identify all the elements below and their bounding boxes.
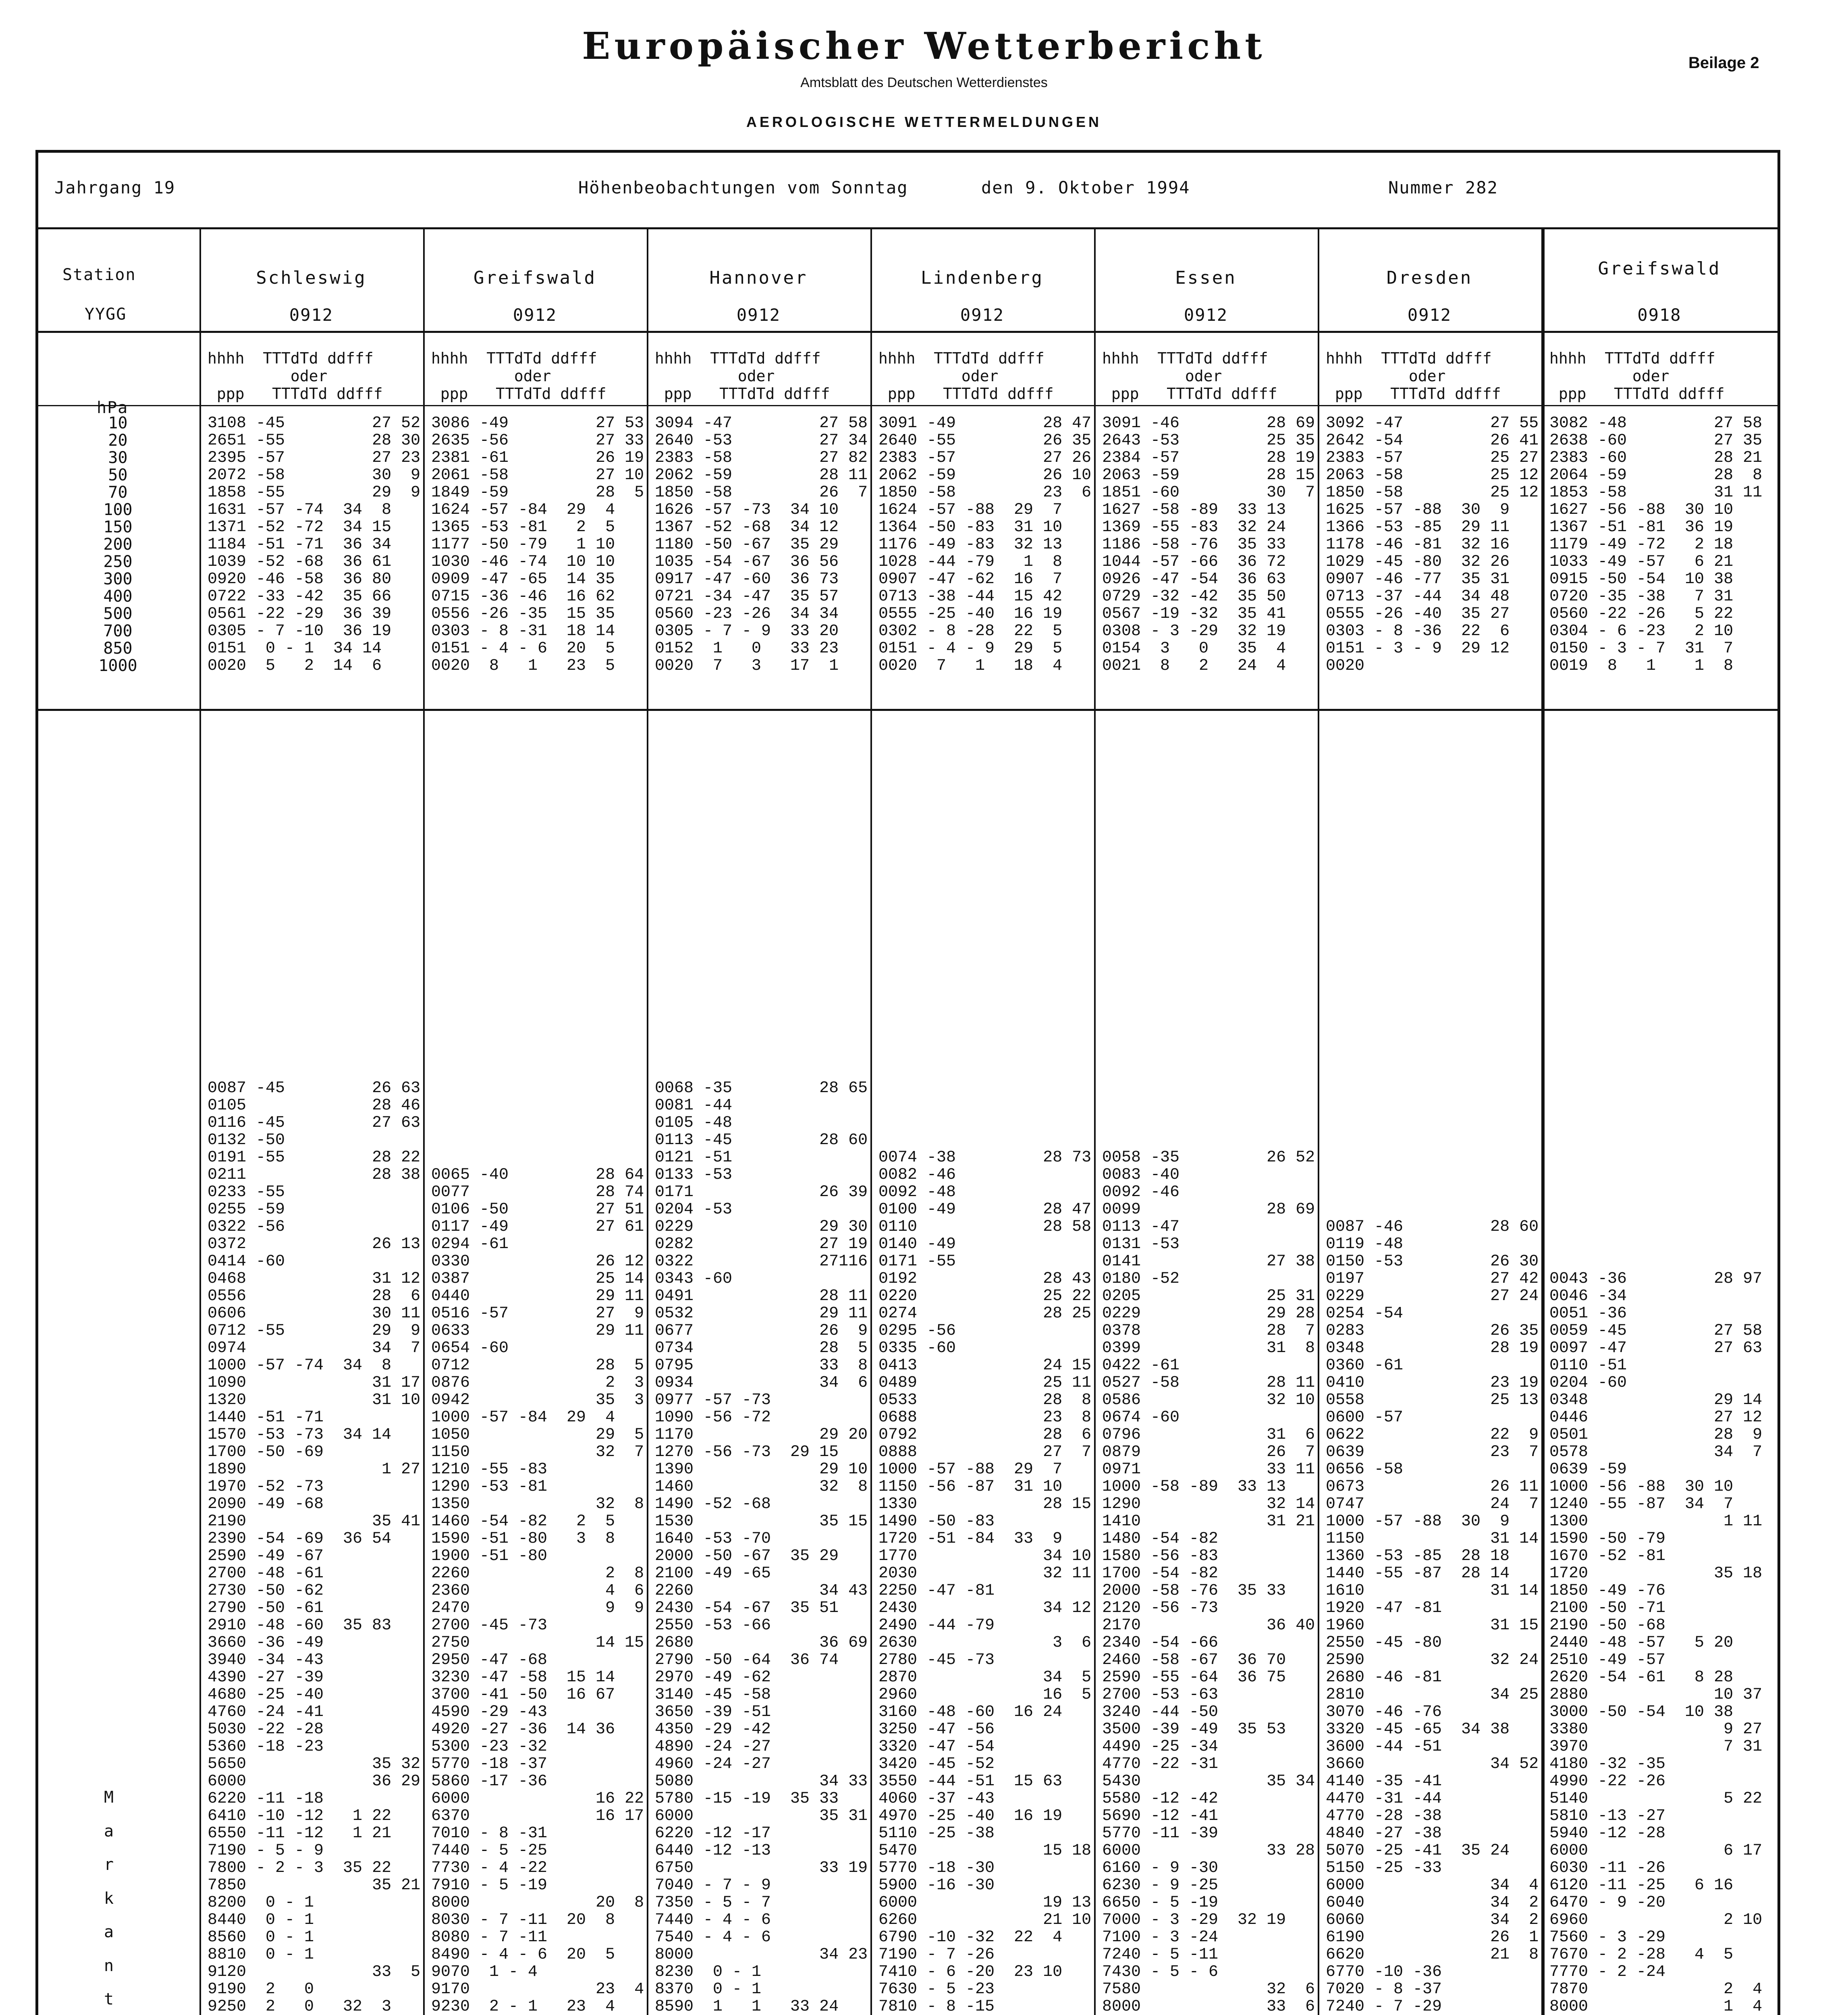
standard-levels-block: 3082 -48 27 58 2638 -60 27 35 2383 -60 28 21 2064 -59 28 8 1853 -58 31 11 1627 -56 -88 30 10 1367 -51 -81 36 19 1179 -49 -72 2 18 1033 -49 -57 6 21 0915 -50 -54 10 38 0720 -35 -38 7 31 0560 -22 -26 5 22 0304 - 6 -23 2 10 0150 - 3 - 7 31 7 0019 8 1 1 8 [1549, 414, 1763, 675]
hpa-levels: 10 20 30 50 70 100 150 200 250 300 400 500 700 850 1000 [98, 414, 137, 675]
supplement-label: Beilage 2 [1688, 54, 1759, 72]
station-yygg: 0912 [960, 305, 1005, 325]
station-yygg: 0912 [1407, 305, 1452, 325]
station-column [423, 153, 647, 2015]
significant-points-block: 0058 -35 26 52 0083 -40 0092 -46 0099 28 69 0113 -47 0131 -53 0141 27 38 0180 -52 0205 25 31 0229 29 28 0378 28 7 0399 31 8 0422 -61 0527 -58 28 11 0586 32 10 0674 -60 0796 31 6 0879 26 7 0971 33 11 1000 -58 -89 33 13 1290 32 14 1410 31 21 1480 -54 -82 1580 -56 -83 1700 -54 -82 2000 -58 -76 35 33 2120 -56 -73 2170 36 40 2340 -54 -66 2460 -58 -67 36 70 2590 -55 -64 36 75 2700 -53 -63 3240 -44 -50 3500 -39 -49 35 53 4490 -25 -34 4770 -22 -31 5430 35 34 5580 -12 -42 5690 -12 -41 5770 -11 -39 6000 33 28 6160 - 9 -30 6230 - 9 -25 6650 - 5 -19 7000 - 3 -29 32 19 7100 - 3 -24 7240 - 5 -11 7430 - 5 - 6 7580 32 6 8000 33 6 [1102, 1149, 1315, 2015]
significant-points-block: 0065 -40 28 64 0077 28 74 0106 -50 27 51 0117 -49 27 61 0294 -61 0330 26 12 0387 25 14 0440 29 11 0516 -57 27 9 0633 29 11 0654 -60 0712 28 5 0876 2 3 0942 35 3 1000 -57 -84 29 4 1050 29 5 1150 32 7 1210 -55 -83 1290 -53 -81 1350 32 8 1460 -54 -82 2 5 1590 -51 -80 3 8 1900 -51 -80 2260 2 8 2360 4 6 2470 9 9 2700 -45 -73 2750 14 15 2950 -47 -68 3230 -47 -58 15 14 3700 -41 -50 16 67 4590 -29 -43 4920 -27 -36 14 36 5300 -23 -32 5770 -18 -37 5860 -17 -36 6000 16 22 6370 16 17 7010 - 8 -31 7440 - 5 -25 7730 - 4 -22 7910 - 5 -19 8000 20 8 8030 - 7 -11 20 8 8080 - 7 -11 8490 - 4 - 6 20 5 9070 1 - 4 9170 23 4 9230 2 - 1 23 4 [431, 1166, 644, 2015]
column-header: hhhh TTTdTd ddfff oder ppp TTTdTd ddfff [1549, 349, 1725, 403]
station-yygg: 0918 [1637, 305, 1682, 325]
significant-points-block: 0087 -46 28 60 0119 -48 0150 -53 26 30 0197 27 42 0229 27 24 0254 -54 0283 26 35 0348 28 19 0360 -61 0410 23 19 0558 25 13 0600 -57 0622 22 9 0639 23 7 0656 -58 0673 26 11 0747 24 7 1000 -57 -88 30 9 1150 31 14 1360 -53 -85 28 18 1440 -55 -87 28 14 1610 31 14 1920 -47 -81 1960 31 15 2550 -45 -80 2590 32 24 2680 -46 -81 2810 34 25 3070 -46 -76 3320 -45 -65 34 38 3600 -44 -51 3660 34 52 4140 -35 -41 4470 -31 -44 4770 -28 -38 4840 -27 -38 5070 -25 -41 35 24 5150 -25 -33 6000 34 4 6040 34 2 6060 34 2 6190 26 1 6620 21 8 6770 -10 -36 7020 - 8 -37 7240 - 7 -29 [1326, 1218, 1539, 2015]
station-column [1094, 153, 1318, 2015]
station-column [870, 153, 1094, 2015]
markante-punkte-label: M a r k a n t [104, 1788, 114, 2009]
jahrgang: Jahrgang 19 [54, 178, 176, 197]
station-yygg: 0912 [513, 305, 557, 325]
station-name: Greifswald [1598, 258, 1721, 279]
hpa-label: hPa [97, 399, 129, 417]
station-name: Essen [1175, 268, 1237, 288]
station-name: Hannover [709, 268, 808, 288]
yygg-label: YYGG [85, 305, 127, 324]
standard-levels-block: 3094 -47 27 58 2640 -53 27 34 2383 -58 27 82 2062 -59 28 11 1850 -58 26 7 1626 -57 -73 34 10 1367 -52 -68 34 12 1180 -50 -67 35 29 1035 -54 -67 36 56 0917 -47 -60 36 73 0721 -34 -47 35 57 0560 -23 -26 34 34 0305 - 7 - 9 33 20 0152 1 0 33 23 0020 7 3 17 1 [655, 414, 868, 675]
report-table [35, 150, 1780, 2015]
standard-levels-block: 3092 -47 27 55 2642 -54 26 41 2383 -57 25 27 2063 -58 25 12 1850 -58 25 12 1625 -57 -88 30 9 1366 -53 -85 29 11 1178 -46 -81 32 16 1029 -45 -80 32 26 0907 -46 -77 35 31 0713 -37 -44 34 48 0555 -26 -40 35 27 0303 - 8 -36 22 6 0151 - 3 - 9 29 12 0020 [1326, 414, 1539, 675]
station-column [199, 153, 423, 2015]
significant-points-block: 0068 -35 28 65 0081 -44 0105 -48 0113 -45 28 60 0121 -51 0133 -53 0171 26 39 0204 -53 0229 29 30 0282 27 19 0322 27116 0343 -60 0491 28 11 0532 29 11 0677 26 9 0734 28 5 0795 33 8 0934 34 6 0977 -57 -73 1090 -56 -72 1170 29 20 1270 -56 -73 29 15 1390 29 10 1460 32 8 1490 -52 -68 1530 35 15 1640 -53 -70 2000 -50 -67 35 29 2100 -49 -65 2260 34 43 2430 -54 -67 35 51 2550 -53 -66 2680 36 69 2790 -50 -64 36 74 2970 -49 -62 3140 -45 -58 3650 -39 -51 4350 -29 -42 4890 -24 -27 4960 -24 -27 5080 34 33 5780 -15 -19 35 33 6000 35 31 6220 -12 -17 6440 -12 -13 6750 33 19 7040 - 7 - 9 7350 - 5 - 7 7440 - 4 - 6 7540 - 4 - 6 8000 34 23 8230 0 - 1 8370 0 - 1 8590 1 1 33 24 [655, 1079, 868, 2015]
station-name: Greifswald [473, 268, 596, 288]
standard-levels-block: 3108 -45 27 52 2651 -55 28 30 2395 -57 27 23 2072 -58 30 9 1858 -55 29 9 1631 -57 -74 34 8 1371 -52 -72 34 15 1184 -51 -71 36 34 1039 -52 -68 36 61 0920 -46 -58 36 80 0722 -33 -42 35 66 0561 -22 -29 36 39 0305 - 7 -10 36 19 0151 0 - 1 34 14 0020 5 2 14 6 [208, 414, 421, 675]
significant-points-block: 0087 -45 26 63 0105 28 46 0116 -45 27 63 0132 -50 0191 -55 28 22 0211 28 38 0233 -55 0255 -59 0322 -56 0372 26 13 0414 -60 0468 31 12 0556 28 6 0606 30 11 0712 -55 29 9 0974 34 7 1000 -57 -74 34 8 1090 31 17 1320 31 10 1440 -51 -71 1570 -53 -73 34 14 1700 -50 -69 1890 1 27 1970 -52 -73 2090 -49 -68 2190 35 41 2390 -54 -69 36 54 2590 -49 -67 2700 -48 -61 2730 -50 -62 2790 -50 -61 2910 -48 -60 35 83 3660 -36 -49 3940 -34 -43 4390 -27 -39 4680 -25 -40 4760 -24 -41 5030 -22 -28 5360 -18 -23 5650 35 32 6000 36 29 6220 -11 -18 6410 -10 -12 1 22 6550 -11 -12 1 21 7190 - 5 - 9 7800 - 2 - 3 35 22 7850 35 21 8200 0 - 1 8440 0 - 1 8560 0 - 1 8810 0 - 1 9120 33 5 9190 2 0 9250 2 0 32 3 [208, 1079, 421, 2015]
significant-points-block: 0043 -36 28 97 0046 -34 0051 -36 0059 -45 27 58 0097 -47 27 63 0110 -51 0204 -60 0348 29 14 0446 27 12 0501 28 9 0578 34 7 0639 -59 1000 -56 -88 30 10 1240 -55 -87 34 7 1300 1 11 1590 -50 -79 1670 -52 -81 1720 35 18 1850 -49 -76 2100 -50 -71 2190 -50 -68 2440 -48 -57 5 20 2510 -49 -57 2620 -54 -61 8 28 2880 10 37 3000 -50 -54 10 38 3380 9 27 3970 7 31 4180 -32 -35 4990 -22 -26 5140 5 22 5810 -13 -27 5940 -12 -28 6000 6 17 6030 -11 -26 6120 -11 -25 6 16 6470 - 9 -20 6960 2 10 7560 - 3 -29 7670 - 2 -28 4 5 7770 - 2 -24 7870 2 4 8000 1 4 [1549, 1270, 1763, 2015]
station-yygg: 0912 [1184, 305, 1228, 325]
page-header [0, 0, 1848, 141]
report-date: den 9. Oktober 1994 [981, 178, 1190, 197]
standard-levels-block: 3086 -49 27 53 2635 -56 27 33 2381 -61 26 19 2061 -58 27 10 1849 -59 28 5 1624 -57 -84 29 4 1365 -53 -81 2 5 1177 -50 -79 1 10 1030 -46 -74 10 10 0909 -47 -65 14 35 0715 -36 -46 16 62 0556 -26 -35 15 35 0303 - 8 -31 18 14 0151 - 4 - 6 20 5 0020 8 1 23 5 [431, 414, 644, 675]
station-label: Station [62, 266, 136, 284]
column-header: hhhh TTTdTd ddfff oder ppp TTTdTd ddfff [208, 349, 383, 403]
standard-levels-block: 3091 -46 28 69 2643 -53 25 35 2384 -57 28 19 2063 -59 28 15 1851 -60 30 7 1627 -58 -89 33 13 1369 -55 -83 32 24 1186 -58 -76 35 33 1044 -57 -66 36 72 0926 -47 -54 36 63 0729 -32 -42 35 50 0567 -19 -32 35 41 0308 - 3 -29 32 19 0154 3 0 35 4 0021 8 2 24 4 [1102, 414, 1315, 675]
significant-points-block: 0074 -38 28 73 0082 -46 0092 -48 0100 -49 28 47 0110 28 58 0140 -49 0171 -55 0192 28 43 0220 25 22 0274 28 25 0295 -56 0335 -60 0413 24 15 0489 25 11 0533 28 8 0688 23 8 0792 28 6 0888 27 7 1000 -57 -88 29 7 1150 -56 -87 31 10 1330 28 15 1490 -50 -83 1720 -51 -84 33 9 1770 34 10 2030 32 11 2250 -47 -81 2430 34 12 2490 -44 -79 2630 3 6 2780 -45 -73 2870 34 5 2960 16 5 3160 -48 -60 16 24 3250 -47 -56 3320 -47 -54 3420 -45 -52 3550 -44 -51 15 63 4060 -37 -43 4970 -25 -40 16 19 5110 -25 -38 5470 15 18 5770 -18 -30 5900 -16 -30 6000 19 13 6260 21 10 6790 -10 -32 22 4 7190 - 7 -26 7410 - 6 -20 23 10 7630 - 5 -23 7810 - 8 -15 [878, 1149, 1092, 2015]
section-heading: AEROLOGISCHE WETTERMELDUNGEN [746, 114, 1102, 130]
page-title: Europäischer Wetterbericht [582, 24, 1266, 68]
report-title: Höhenbeobachtungen vom Sonntag [578, 178, 908, 197]
station-name: Lindenberg [921, 268, 1044, 288]
column-header: hhhh TTTdTd ddfff oder ppp TTTdTd ddfff [1102, 349, 1277, 403]
station-yygg: 0912 [289, 305, 334, 325]
column-header: hhhh TTTdTd ddfff oder ppp TTTdTd ddfff [431, 349, 606, 403]
station-yygg: 0912 [736, 305, 781, 325]
report-number: Nummer 282 [1388, 178, 1498, 197]
page-subtitle: Amtsblatt des Deutschen Wetterdienstes [800, 75, 1048, 90]
station-column [647, 153, 870, 2015]
column-header: hhhh TTTdTd ddfff oder ppp TTTdTd ddfff [878, 349, 1054, 403]
station-name: Schleswig [256, 268, 367, 288]
station-column [1318, 153, 1541, 2015]
column-header: hhhh TTTdTd ddfff oder ppp TTTdTd ddfff [1326, 349, 1501, 403]
standard-levels-block: 3091 -49 28 47 2640 -55 26 35 2383 -57 27 26 2062 -59 26 10 1850 -58 23 6 1624 -57 -88 29 7 1364 -50 -83 31 10 1176 -49 -83 32 13 1028 -44 -79 1 8 0907 -47 -62 16 7 0713 -38 -44 15 42 0555 -25 -40 16 19 0302 - 8 -28 22 5 0151 - 4 - 9 29 5 0020 7 1 18 4 [878, 414, 1092, 675]
station-name: Dresden [1386, 268, 1473, 288]
column-header: hhhh TTTdTd ddfff oder ppp TTTdTd ddfff [655, 349, 830, 403]
station-column [1541, 153, 1777, 2015]
